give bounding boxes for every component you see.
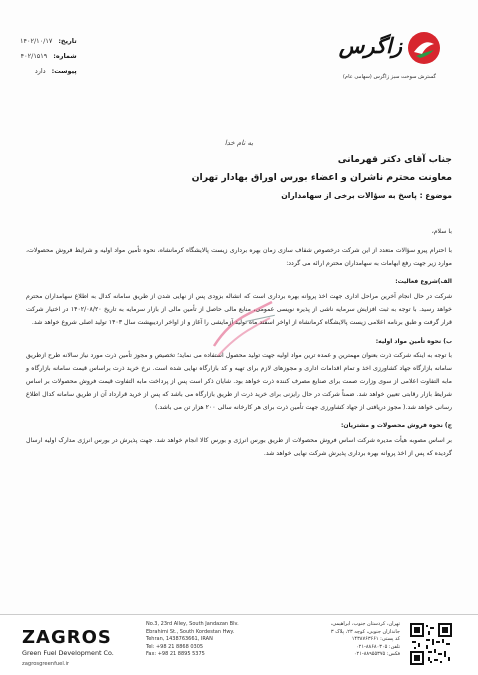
attachment-value: دارد	[34, 67, 46, 75]
address-fa-line: فکس: ۸۸۹۵۵۳۷۵-۰۲۱	[353, 651, 400, 658]
footer-brand-sub: Green Fuel Development Co.	[22, 649, 114, 657]
number-row	[20, 49, 77, 64]
section-c-heading: ج) نحوه فروش محصولات و مشتریان:	[340, 422, 452, 430]
pink-stamp-icon	[208, 294, 278, 364]
section-a-text: شرکت در حال انجام آخرین مراحل اداری جهت اخذ پروانه بهره برداری است که انشاله بزودی پس از نهایی شدن از طریق سامانه کدال به اطلاع سهامداران محترم خواهد رسید. با توجه به ثبت افزایش سرمایه ناشی از پذیره نویسی عمومی، منابع مالی حاصل از تأمین مالی از بازار سرمایه به تاریخ ۱۴۰۲/۰۸/۲۰ در اختیار شرکت قرار گرفت و طبق برنامه اعلامی زیست پالایشگاه کرمانشاه از اواخر اسفند ماه تولید آزمایشی را آغاز و از اواخر اردیبهشت سال ۱۴۰۳ تولید اصلی شروع خواهد شد.	[26, 293, 453, 326]
footer-address-fa	[270, 621, 400, 659]
address-en-line: Tehran, 1438763661, IRAN	[146, 636, 213, 643]
letter-meta	[20, 34, 77, 79]
section-b-text: با توجه به اینکه شرکت ذرت بعنوان مهمترین و عمده ترین مواد اولیه جهت تولید محصول استفاده می نماید؛ تخصیص و مجوز تأمین ذرت مورد نیاز سالانه طرح ازطریق سامانه بازارگاه جهاد کشاورزی اخذ و تمام اقدامات اداری و مجوزهای لازم برای تهیه و کد بازارگاه نهایی شده است. نرخ خرید ذرت براساس قیمت سامانه بازارگاه و مابه التفاوت اعلامی از سوی وزارت صمت برای صنایع مصرف کننده ذرت خواهد بود. شایان ذکر است پس از پرداخت مابه التفاوت قیمت فروش محصولات بر اساس شرایط بازار رقابتی تعیین خواهد شد. ضمناً شرکت در حال رایزنی برای خرید ذرت از طریق بازارگاه می باشد که پس از خرید قرارداد آن از طریق سامانه کدال اطلاع رسانی خواهد شد.( مجوز دریافتی از جهاد کشاورزی جهت تأمین ذرت برای هر کارخانه سالی ۲۰۰ هزار تن می باشد.)	[26, 352, 452, 411]
subject-line	[152, 189, 452, 203]
intro-paragraph: با احترام پیرو سؤالات متعدد از این شرکت درخصوص شفاف سازی زمان بهره برداری زیست پالایشگاه کرمانشاه، نحوه تأمین مواد اولیه و شرایط فروش محصولات، موارد زیر جهت رفع ابهامات به سهامداران محترم ارائه می گردد:	[26, 246, 452, 267]
recipient-block	[152, 151, 452, 203]
section-a-heading: الف)شروع فعالیت:	[395, 278, 452, 286]
date-label: تاریخ:	[58, 37, 77, 45]
address-en-line: Tel: +98 21 8868 0305	[146, 643, 204, 650]
address-en-line: No.3, 23rd Alley, South Jandazan Blv.	[146, 621, 239, 627]
logo-wordmark: زاگرس	[338, 34, 402, 58]
footer-brand: ZAGROS	[22, 627, 112, 648]
recipient-name: جناب آقای دکتر قهرمانی	[337, 154, 452, 165]
date-value: ۱۴۰۲/۱۰/۱۷	[20, 37, 53, 45]
date-row	[20, 34, 77, 49]
number-value: ۴۰۲/۱۵۱۹	[20, 52, 48, 60]
company-logo	[312, 30, 442, 90]
greeting: با سلام،	[431, 228, 452, 235]
logo-mark-icon	[406, 30, 442, 66]
number-label: شماره:	[53, 52, 77, 60]
subject-text: پاسخ به سؤالات برخی از سهامداران	[281, 191, 417, 200]
footer-website: zagrosgreenfuel.ir	[22, 661, 70, 667]
address-en-line: Ebrahimi St., South Kordestan Hwy.	[146, 628, 235, 635]
footer-logo	[22, 627, 114, 667]
logo-subtitle: گسترش سوخت سبز زاگرس (سهامی عام)	[342, 74, 436, 80]
attachment-row	[20, 64, 77, 79]
address-en-line: Fax: +98 21 8895 5375	[146, 651, 205, 658]
qr-code-icon	[410, 623, 452, 665]
letter-footer	[0, 614, 478, 675]
address-fa-line: کد پستی: ۱۴۳۸۷۶۳۶۶۱	[351, 636, 400, 643]
attachment-label: پیوست:	[51, 67, 77, 75]
address-fa-line: تهران، کردستان جنوب، ابراهیمی،	[330, 621, 400, 627]
recipient-title: معاونت محترم ناشران و اعضاء بورس اوراق بهادار تهران	[191, 172, 452, 183]
address-fa-line: جاندازان جنوبی، کوچه ۲۳، پلاک ۳	[330, 628, 400, 635]
section-c-text: بر اساس مصوبه هیأت مدیره شرکت اساس فروش محصولات از طریق بورس انرژی و بورس کالا انجام خواهد شد. جهت پذیرش در بورس انرژی مدارک اولیه ارسال گردیده که پس از اخذ پروانه بهره برداری پذیرش شرکت نهایی خواهد شد.	[26, 437, 452, 457]
bismillah: به نام خدا	[224, 139, 254, 147]
subject-label: موضوع :	[419, 191, 452, 200]
footer-address-en	[146, 621, 239, 659]
address-fa-line: تلفن: ۸۸۶۸۰۳۰۵-۰۲۱	[355, 643, 400, 650]
section-b-heading: ب) نحوه تأمین مواد اولیه:	[375, 337, 452, 345]
